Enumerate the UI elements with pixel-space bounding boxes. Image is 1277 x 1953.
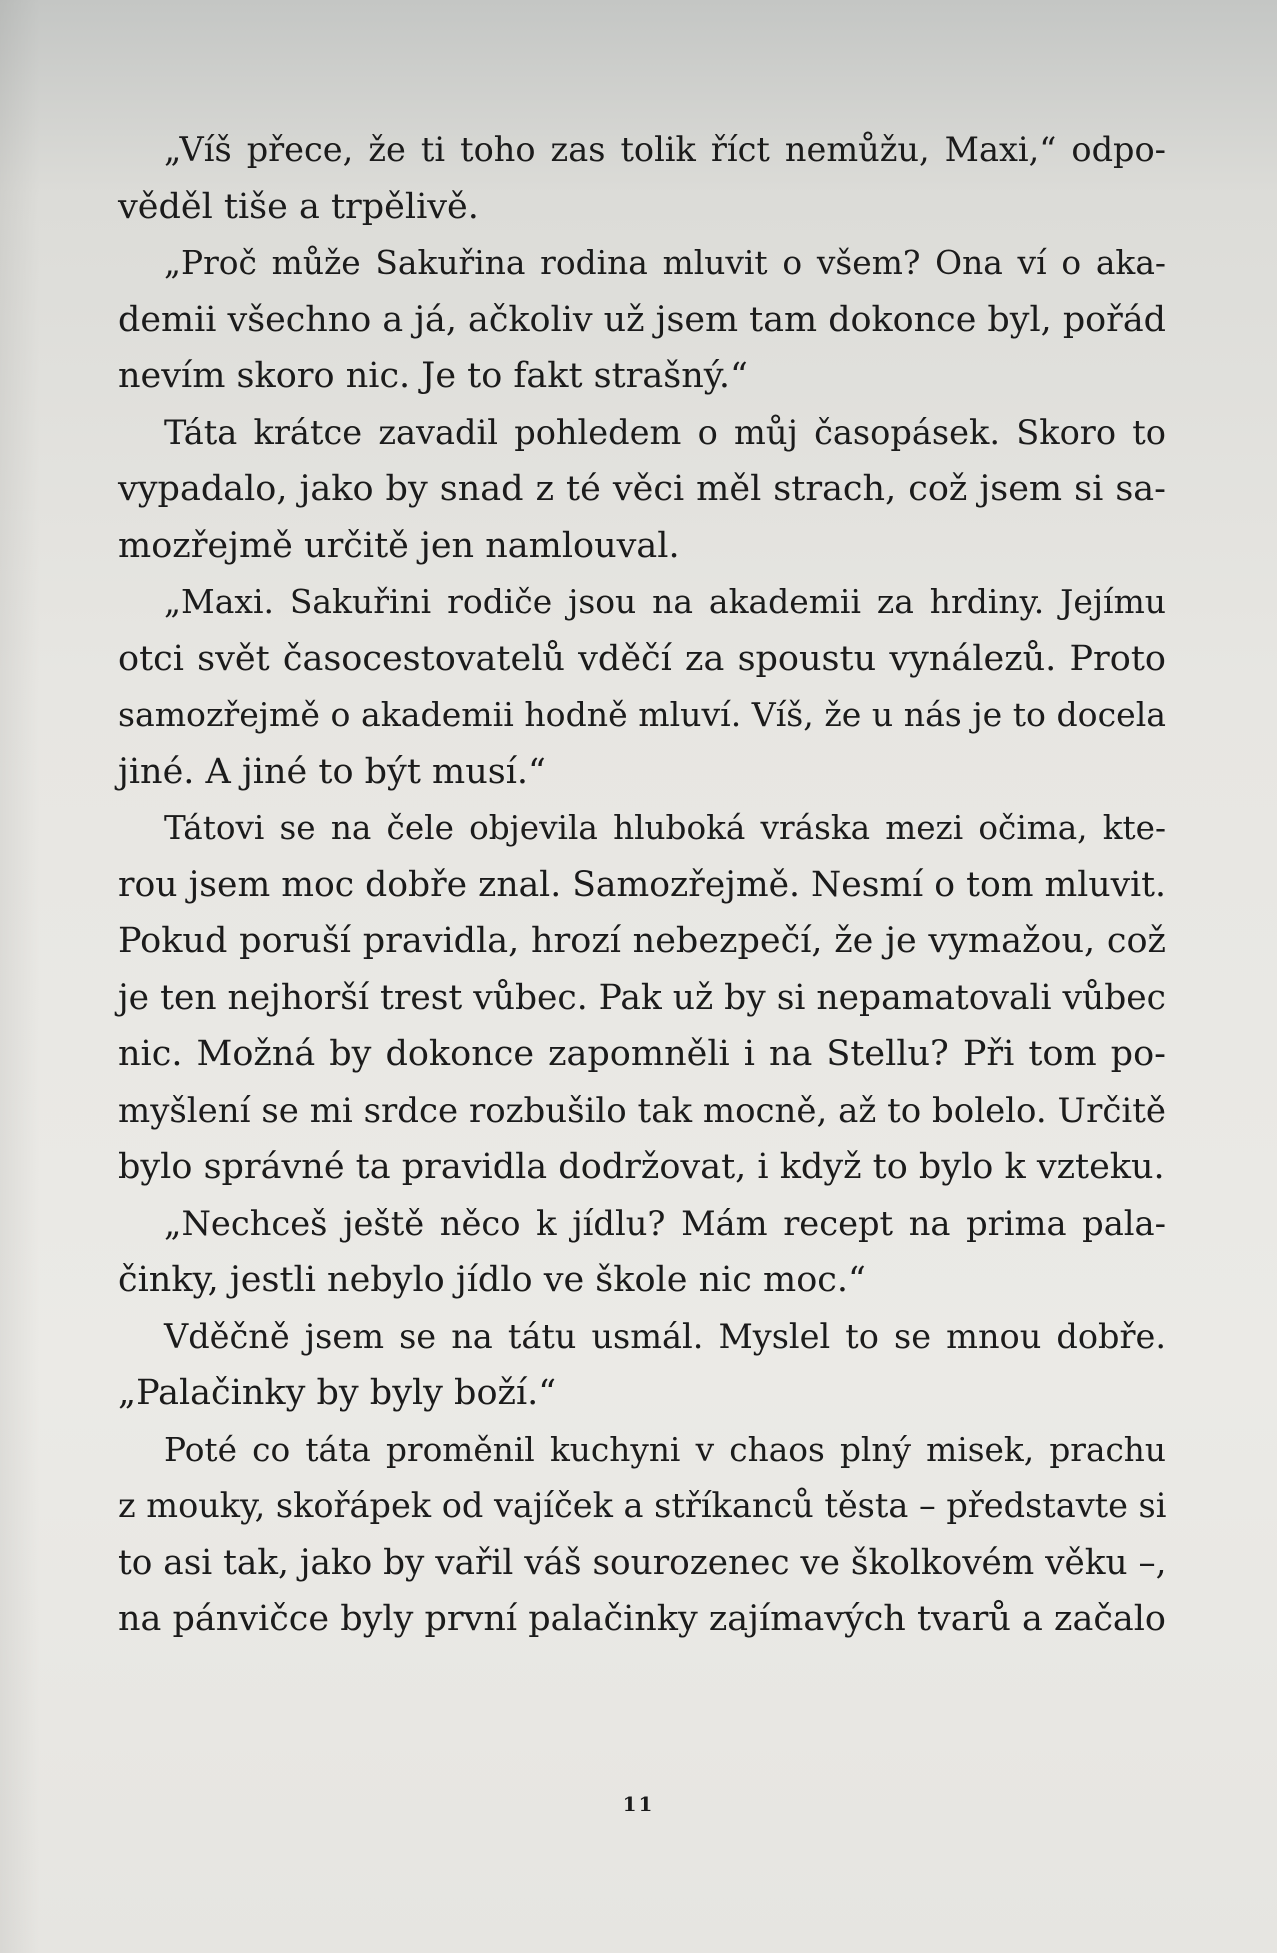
text-line: Vděčně jsem se na tátu usmál. Myslel to se mnou dobře. [164,1316,1166,1356]
page-number: 11 [622,1792,655,1816]
text-line: rou jsem moc dobře znal. Samozřejmě. Nesmí o tom mluvit. [118,864,1166,905]
text-line: otci svět časocestovatelů vděčí za spoustu vynálezů. Proto [118,638,1166,679]
text-line: věděl tiše a trpělivě. [118,186,479,227]
text-line: činky, jestli nebylo jídlo ve škole nic moc.“ [118,1260,866,1300]
page-gutter-shadow [0,0,40,1953]
text-line: Táta krátce zavadil pohledem o můj časopásek. Skoro to [164,412,1166,452]
text-line: to asi tak, jako by vařil váš sourozenec ve školkovém věku –, [118,1542,1167,1583]
text-line: jiné. A jiné to být musí.“ [118,751,546,792]
text-line: „Proč může Sakuřina rodina mluvit o všem? Ona ví o aka- [164,244,1166,282]
body-text [118,122,1166,1648]
text-line: „Palačinky by byly boží.“ [118,1373,557,1413]
text-line: bylo správné ta pravidla dodržovat, i když to bylo k vzteku. [118,1147,1165,1187]
text-line: vypadalo, jako by snad z té věci měl strach, což jsem si sa- [118,469,1166,509]
text-line: nevím skoro nic. Je to fakt strašný.“ [118,356,748,396]
text-line: je ten nejhorší trest vůbec. Pak už by si nepamatovali vůbec [118,977,1166,1018]
text-line: na pánvičce byly první palačinky zajímavých tvarů a začalo [118,1599,1166,1639]
text-line: Poté co táta proměnil kuchyni v chaos plný misek, prachu [164,1430,1166,1469]
text-line: Pokud poruší pravidla, hrozí nebezpečí, že je vymažou, což [118,921,1166,961]
text-line: „Nechceš ještě něco k jídlu? Mám recept na prima pala- [164,1203,1166,1243]
text-line: mozřejmě určitě jen namlouval. [118,525,680,566]
text-line: nic. Možná by dokonce zapomněli i na Stellu? Při tom po- [118,1034,1166,1074]
text-line: „Maxi. Sakuřini rodiče jsou na akademii za hrdiny. Jejímu [164,582,1166,621]
text-line: Tátovi se na čele objevila hluboká vráska mezi očima, kte- [164,809,1166,847]
text-line: myšlení se mi srdce rozbušilo tak mocně, až to bolelo. Určitě [118,1090,1166,1131]
text-line: samozřejmě o akademii hodně mluví. Víš, že u nás je to docela [118,695,1166,734]
text-line: „Víš přece, že ti toho zas tolik říct nemůžu, Maxi,“ odpo- [164,130,1166,169]
text-line: demii všechno a já, ačkoliv už jsem tam dokonce byl, pořád [118,299,1166,340]
text-line: z mouky, skořápek od vajíček a stříkanců těsta – představte si [118,1486,1167,1525]
